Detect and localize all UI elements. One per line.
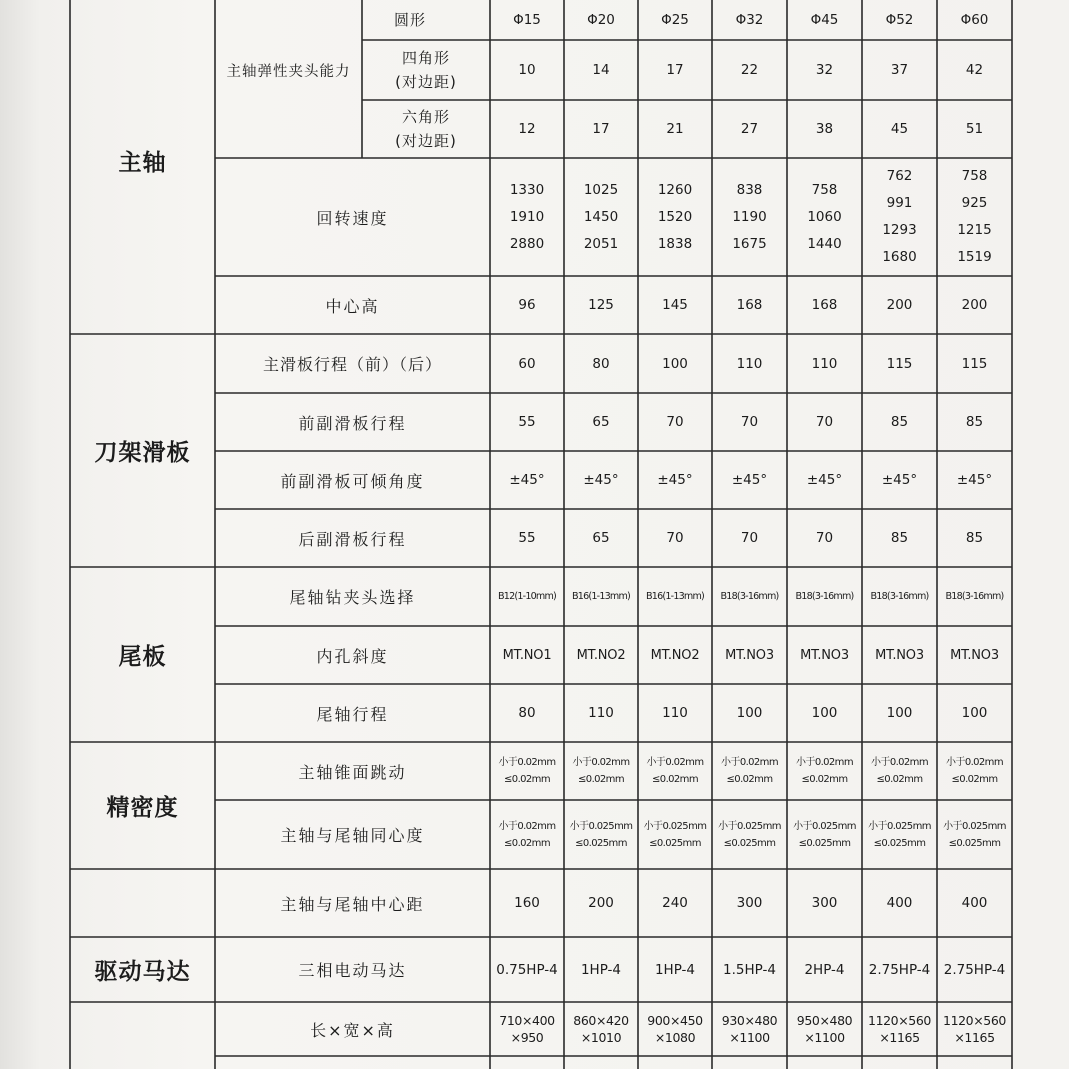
value-line: ≤0.025mm [649, 837, 701, 849]
value-cell-coaxial [787, 800, 862, 869]
value-cell-dimensions [564, 1002, 638, 1056]
value-line: 2880 [509, 235, 545, 252]
row-label-center-distance: 主轴与尾轴中心距 [280, 894, 425, 914]
value-line: ≤0.02mm [504, 774, 550, 785]
value-line: 小于0.025mm [868, 820, 931, 832]
value-cell-main_slide: 100 [662, 355, 688, 372]
row-label-speed: 回转速度 [316, 208, 389, 228]
value-cell-hex: 38 [815, 121, 834, 137]
value-line: ×1165 [879, 1030, 920, 1045]
value-line: 小于0.02mm [498, 757, 556, 768]
value-cell-speed [564, 158, 638, 276]
value-line: ×1100 [729, 1030, 770, 1045]
value-cell-main_slide: 115 [961, 355, 988, 372]
value-cell-center_height: 96 [518, 297, 536, 313]
value-cell-motor: 2.75HP-4 [943, 961, 1006, 978]
row-label-motor: 三相电动马达 [298, 961, 407, 980]
value-cell-runout [712, 742, 787, 800]
value-line: ×950 [510, 1030, 544, 1045]
value-cell-runout [638, 742, 712, 800]
value-line: 小于0.02mm [871, 757, 928, 768]
value-cell-dimensions [862, 1002, 937, 1056]
value-line: 小于0.02mm [572, 757, 630, 768]
value-line: ≤0.02mm [951, 774, 998, 785]
value-cell-speed [862, 158, 937, 276]
value-line: ≤0.02mm [876, 774, 923, 785]
value-cell-round: Φ45 [810, 12, 839, 28]
value-line: ×1165 [954, 1030, 995, 1045]
value-line: 1060 [807, 208, 842, 225]
value-cell-center_distance: 200 [588, 895, 614, 911]
value-line: 1215 [957, 222, 992, 238]
value-cell-speed [638, 158, 712, 276]
value-cell-front_sub_slide: 85 [890, 414, 909, 430]
value-cell-rear_sub_slide: 70 [740, 530, 759, 546]
value-cell-front_sub_slide: 70 [666, 414, 684, 430]
value-cell-taper: MT.NO1 [502, 647, 552, 663]
label-line: (对边距) [395, 132, 457, 150]
value-line: ≤0.02mm [578, 774, 624, 785]
value-line: ≤0.02mm [726, 774, 773, 785]
value-line: 762 [886, 168, 913, 184]
value-line: 1330 [509, 181, 545, 198]
row-label-hex [362, 100, 490, 158]
value-line: 小于0.025mm [643, 820, 707, 832]
value-cell-main_slide: 110 [736, 355, 763, 372]
value-cell-motor: 1HP-4 [654, 961, 696, 978]
value-cell-center_distance: 400 [886, 895, 913, 911]
value-line: ≤0.02mm [652, 774, 698, 785]
value-cell-speed [787, 158, 862, 276]
row-label-front-tilt: 前副滑板可倾角度 [280, 471, 425, 491]
value-cell-center_distance: 300 [811, 895, 838, 911]
value-line: 1519 [957, 249, 992, 265]
value-cell-tail_travel: 100 [961, 705, 988, 721]
label-line: 四角形 [401, 49, 450, 67]
value-cell-front_tilt: ±45° [509, 472, 545, 488]
value-line: 1440 [807, 235, 842, 252]
value-line: 900×450 [647, 1013, 703, 1028]
value-cell-tail_travel: 110 [588, 705, 614, 721]
row-label-rear-sub-slide: 后副滑板行程 [298, 529, 407, 549]
value-line: ≤0.025mm [575, 837, 627, 849]
value-line: ×1080 [654, 1030, 696, 1045]
value-cell-front_tilt: ±45° [881, 472, 918, 488]
value-cell-tail_chuck: B18(3-16mm) [720, 591, 779, 602]
value-line: 950×480 [796, 1013, 853, 1028]
value-cell-coaxial [937, 800, 1012, 869]
value-line: 1293 [882, 222, 917, 238]
value-cell-rear_sub_slide: 70 [666, 530, 684, 546]
value-cell-round: Φ60 [960, 12, 989, 28]
label-line: 六角形 [401, 108, 450, 126]
value-cell-motor: 0.75HP-4 [496, 961, 558, 978]
value-cell-runout [564, 742, 638, 800]
value-line: 1520 [657, 208, 693, 225]
value-line: 小于0.02mm [946, 757, 1003, 768]
value-line: 1450 [583, 208, 619, 225]
value-cell-speed [712, 158, 787, 276]
row-label-runout: 主轴锥面跳动 [298, 762, 407, 782]
value-cell-front_tilt: ±45° [731, 472, 768, 488]
value-cell-taper: MT.NO3 [875, 647, 924, 663]
value-cell-square: 42 [965, 62, 984, 78]
value-cell-runout [862, 742, 937, 800]
group-label-chuck-capacity: 主轴弹性夹头能力 [226, 63, 351, 80]
value-cell-main_slide: 80 [592, 355, 610, 372]
label-line: 圆形 [394, 11, 427, 29]
value-cell-front_tilt: ±45° [657, 472, 693, 488]
value-cell-square: 14 [592, 62, 610, 78]
value-line: 1910 [509, 208, 545, 225]
value-cell-front_sub_slide: 85 [965, 414, 984, 430]
value-line: 1680 [882, 249, 917, 265]
value-line: ×1010 [580, 1030, 622, 1045]
value-line: ≤0.02mm [504, 837, 550, 849]
value-cell-center_height: 145 [662, 297, 688, 313]
value-cell-dimensions [638, 1002, 712, 1056]
value-cell-square: 37 [890, 62, 909, 78]
value-line: 838 [736, 181, 763, 198]
value-cell-hex: 12 [518, 121, 536, 137]
value-cell-hex: 21 [666, 121, 684, 137]
value-line: 小于0.025mm [718, 820, 781, 832]
section-tail-plate: 尾板 [118, 644, 167, 670]
value-cell-center_height: 200 [961, 297, 988, 313]
value-cell-tail_travel: 100 [886, 705, 913, 721]
value-cell-square: 17 [666, 62, 684, 78]
value-line: ≤0.025mm [723, 837, 776, 849]
value-cell-motor: 2HP-4 [804, 961, 845, 978]
value-cell-speed [937, 158, 1012, 276]
row-label-dimensions: 长×宽×高 [310, 1020, 395, 1040]
value-line: ≤0.025mm [948, 837, 1001, 849]
value-line: 1675 [732, 235, 767, 252]
section-tool-slide: 刀架滑板 [94, 440, 191, 466]
value-line: 1120×560 [868, 1013, 931, 1028]
value-line: 2051 [583, 235, 619, 252]
label-line: (对边距) [395, 73, 457, 91]
value-cell-round: Φ20 [587, 12, 615, 28]
value-cell-tail_chuck: B16(1-13mm) [646, 591, 704, 602]
value-cell-round: Φ15 [513, 12, 541, 28]
value-cell-dimensions [787, 1002, 862, 1056]
value-cell-center_height: 125 [588, 297, 614, 313]
value-cell-front_sub_slide: 70 [815, 414, 834, 430]
value-cell-coaxial [490, 800, 564, 869]
value-cell-rear_sub_slide: 55 [518, 530, 536, 546]
value-cell-taper: MT.NO3 [950, 647, 999, 663]
value-cell-rear_sub_slide: 70 [815, 530, 834, 546]
value-cell-main_slide: 60 [518, 355, 536, 372]
value-cell-hex: 51 [965, 121, 984, 137]
value-cell-tail_travel: 100 [736, 705, 763, 721]
value-line: 小于0.025mm [569, 820, 633, 832]
value-cell-taper: MT.NO3 [800, 647, 849, 663]
value-cell-square: 32 [815, 62, 834, 78]
value-cell-main_slide: 115 [886, 355, 913, 372]
value-line: ≤0.025mm [798, 837, 851, 849]
value-cell-tail_travel: 110 [662, 705, 688, 721]
value-cell-motor: 1.5HP-4 [723, 961, 776, 978]
value-cell-center_distance: 400 [961, 895, 988, 911]
value-cell-motor: 1HP-4 [580, 961, 622, 978]
value-line: ×1100 [804, 1030, 845, 1045]
value-cell-square: 10 [518, 62, 536, 78]
row-label-round [362, 0, 490, 40]
value-cell-dimensions [712, 1002, 787, 1056]
value-cell-round: Φ32 [735, 12, 764, 28]
value-cell-tail_travel: 80 [518, 705, 536, 721]
row-label-tail-chuck: 尾轴钻夹头选择 [289, 588, 416, 607]
value-line: 小于0.025mm [943, 820, 1006, 832]
value-cell-front_sub_slide: 55 [518, 414, 536, 430]
value-cell-hex: 27 [740, 121, 759, 137]
row-label-coaxial: 主轴与尾轴同心度 [280, 826, 425, 845]
value-cell-square: 22 [740, 62, 759, 78]
value-cell-runout [787, 742, 862, 800]
value-line: ≤0.025mm [873, 837, 926, 849]
row-label-main-slide: 主滑板行程（前）（后） [262, 355, 442, 374]
value-cell-rear_sub_slide: 85 [965, 530, 984, 546]
value-cell-center_height: 168 [811, 297, 838, 313]
value-cell-round: Φ52 [885, 12, 914, 28]
value-line: 小于0.02mm [498, 820, 556, 832]
value-line: 小于0.025mm [793, 820, 856, 832]
value-cell-front_sub_slide: 65 [592, 414, 610, 430]
section-spindle: 主轴 [118, 149, 167, 176]
value-line: 860×420 [573, 1013, 629, 1028]
value-line: 小于0.02mm [721, 757, 778, 768]
value-cell-front_tilt: ±45° [583, 472, 619, 488]
value-cell-coaxial [564, 800, 638, 869]
value-cell-motor: 2.75HP-4 [868, 961, 931, 978]
value-cell-runout [490, 742, 564, 800]
value-line: 1838 [657, 235, 693, 252]
value-cell-coaxial [638, 800, 712, 869]
value-cell-center_distance: 160 [514, 895, 540, 911]
value-cell-round: Φ25 [661, 12, 689, 28]
value-cell-main_slide: 110 [811, 355, 838, 372]
value-cell-center_height: 200 [886, 297, 913, 313]
value-cell-runout [937, 742, 1012, 800]
value-cell-speed [490, 158, 564, 276]
value-line: 925 [961, 195, 988, 211]
row-label-tail-travel: 尾轴行程 [316, 704, 389, 724]
value-line: 758 [811, 181, 838, 198]
value-line: 1120×560 [943, 1013, 1006, 1028]
value-cell-tail_chuck: B18(3-16mm) [945, 591, 1004, 602]
value-cell-center_distance: 240 [662, 895, 688, 911]
value-cell-coaxial [862, 800, 937, 869]
value-line: 1025 [583, 181, 619, 198]
value-cell-tail_chuck: B12(1-10mm) [498, 591, 556, 602]
row-label-front-sub-slide: 前副滑板行程 [298, 413, 407, 433]
value-cell-coaxial [712, 800, 787, 869]
value-cell-rear_sub_slide: 85 [890, 530, 909, 546]
value-line: 1190 [732, 208, 767, 225]
value-line: 758 [961, 168, 988, 184]
value-cell-taper: MT.NO2 [650, 647, 700, 663]
value-line: ≤0.02mm [801, 774, 848, 785]
value-cell-hex: 17 [592, 121, 610, 137]
value-cell-tail_chuck: B16(1-13mm) [572, 591, 630, 602]
value-cell-center_distance: 300 [736, 895, 763, 911]
value-cell-center_height: 168 [736, 297, 763, 313]
value-cell-dimensions [490, 1002, 564, 1056]
value-cell-dimensions [937, 1002, 1012, 1056]
value-cell-taper: MT.NO2 [576, 647, 626, 663]
value-cell-hex: 45 [890, 121, 909, 137]
value-line: 930×480 [721, 1013, 778, 1028]
value-line: 991 [886, 195, 913, 211]
row-label-taper: 内孔斜度 [316, 646, 389, 666]
row-label-square [362, 40, 490, 100]
value-cell-rear_sub_slide: 65 [592, 530, 610, 546]
value-line: 小于0.02mm [646, 757, 704, 768]
value-cell-front_tilt: ±45° [956, 472, 993, 488]
section-precision: 精密度 [106, 795, 179, 821]
value-cell-tail_chuck: B18(3-16mm) [795, 591, 854, 602]
value-cell-tail_travel: 100 [811, 705, 838, 721]
value-cell-front_tilt: ±45° [806, 472, 843, 488]
row-label-center-height: 中心高 [325, 296, 380, 316]
value-line: 1260 [657, 181, 693, 198]
value-cell-front_sub_slide: 70 [740, 414, 759, 430]
value-cell-tail_chuck: B18(3-16mm) [870, 591, 929, 602]
value-line: 710×400 [499, 1013, 555, 1028]
section-drive-motor: 驱动马达 [94, 959, 191, 985]
value-line: 小于0.02mm [796, 757, 853, 768]
value-cell-taper: MT.NO3 [725, 647, 774, 663]
